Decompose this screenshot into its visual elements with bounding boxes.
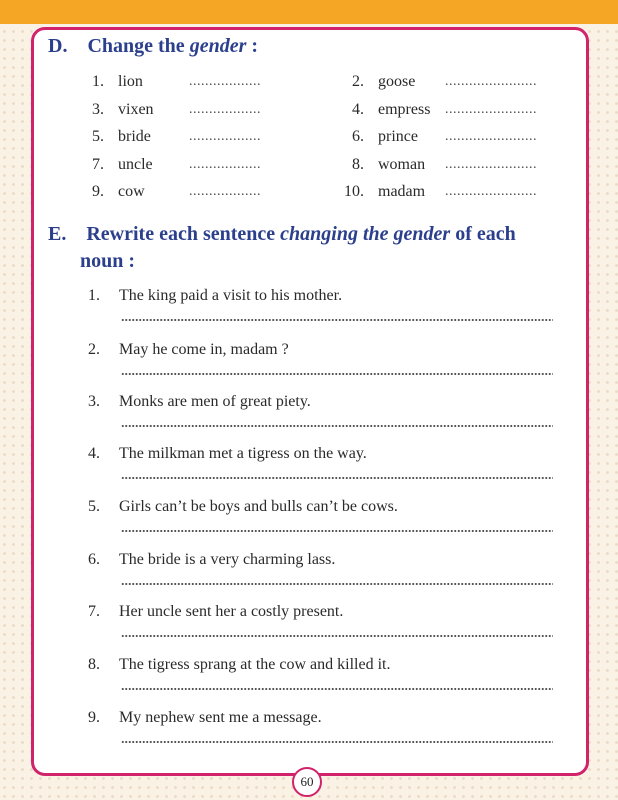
answer-blank[interactable]: ....................... — [445, 184, 537, 199]
sentence-item — [0, 392, 618, 432]
sentence-item — [0, 340, 618, 380]
item-number: 2. — [352, 73, 364, 90]
answer-blank[interactable]: ....................... — [445, 157, 537, 172]
item-number: 8. — [352, 156, 364, 173]
sentence-item — [0, 444, 618, 484]
answer-blank[interactable]: ....................... — [445, 102, 537, 117]
sentence-number: 8. — [88, 656, 100, 673]
sentence-number: 4. — [88, 445, 100, 462]
sentence-item — [0, 602, 618, 642]
sentence-number: 1. — [88, 287, 100, 304]
item-word: uncle — [118, 156, 153, 173]
answer-line[interactable] — [121, 424, 553, 428]
answer-blank[interactable]: .................. — [189, 102, 261, 117]
sentence-text: My nephew sent me a message. — [119, 709, 322, 726]
item-number: 4. — [352, 101, 364, 118]
item-number: 7. — [92, 156, 104, 173]
sentence-item — [0, 286, 618, 326]
section-e-title-italic: changing the gender — [280, 223, 451, 245]
sentence-number: 9. — [88, 709, 100, 726]
answer-line[interactable] — [121, 476, 553, 480]
sentence-item — [0, 497, 618, 537]
sentence-item — [0, 708, 618, 748]
item-word: madam — [378, 183, 426, 200]
item-word: bride — [118, 128, 151, 145]
item-number: 6. — [352, 128, 364, 145]
answer-line[interactable] — [121, 372, 553, 376]
section-e-label: E. — [48, 223, 67, 245]
item-word: vixen — [118, 101, 154, 118]
sentence-number: 5. — [88, 498, 100, 515]
answer-blank[interactable]: ....................... — [445, 74, 537, 89]
section-d-title-suffix: : — [246, 35, 259, 57]
answer-blank[interactable]: .................. — [189, 157, 261, 172]
sentence-text: May he come in, madam ? — [119, 341, 289, 358]
answer-blank[interactable]: ....................... — [445, 129, 537, 144]
answer-line[interactable] — [121, 634, 553, 638]
answer-line[interactable] — [121, 740, 553, 744]
answer-line[interactable] — [121, 318, 553, 322]
answer-line[interactable] — [121, 529, 553, 533]
item-word: goose — [378, 73, 416, 90]
sentence-text: The king paid a visit to his mother. — [119, 287, 343, 304]
sentence-text: The milkman met a tigress on the way. — [119, 445, 367, 462]
item-number: 3. — [92, 101, 104, 118]
sentence-text: The tigress sprang at the cow and killed it. — [119, 656, 391, 673]
section-e-title-line2: noun : — [80, 250, 136, 272]
sentence-text: The bride is a very charming lass. — [119, 551, 336, 568]
sentence-text: Her uncle sent her a costly present. — [119, 603, 344, 620]
sentence-number: 3. — [88, 393, 100, 410]
item-number: 5. — [92, 128, 104, 145]
item-number: 9. — [92, 183, 104, 200]
sentence-item — [0, 550, 618, 590]
section-d-title-prefix: Change the — [87, 35, 190, 57]
answer-line[interactable] — [121, 687, 553, 691]
section-d-label: D. — [48, 35, 68, 57]
section-d-title-italic: gender — [189, 35, 247, 57]
item-number: 1. — [92, 73, 104, 90]
item-number: 10. — [344, 183, 364, 200]
section-d-title — [48, 33, 258, 59]
sentence-text: Monks are men of great piety. — [119, 393, 311, 410]
item-word: lion — [118, 73, 143, 90]
sentence-number: 6. — [88, 551, 100, 568]
sentence-text: Girls can’t be boys and bulls can’t be cows. — [119, 498, 398, 515]
sentence-number: 2. — [88, 341, 100, 358]
answer-blank[interactable]: .................. — [189, 184, 261, 199]
section-e-title — [48, 221, 516, 247]
item-word: prince — [378, 128, 418, 145]
section-e-title-prefix: Rewrite each sentence — [86, 223, 281, 245]
sentence-number: 7. — [88, 603, 100, 620]
section-e-title-suffix: of each — [450, 223, 516, 245]
page-number: 60 — [292, 767, 322, 797]
top-orange-band — [0, 0, 618, 24]
sentence-item — [0, 655, 618, 695]
item-word: cow — [118, 183, 145, 200]
answer-blank[interactable]: .................. — [189, 74, 261, 89]
item-word: woman — [378, 156, 426, 173]
answer-blank[interactable]: .................. — [189, 129, 261, 144]
answer-line[interactable] — [121, 582, 553, 586]
item-word: empress — [378, 101, 431, 118]
